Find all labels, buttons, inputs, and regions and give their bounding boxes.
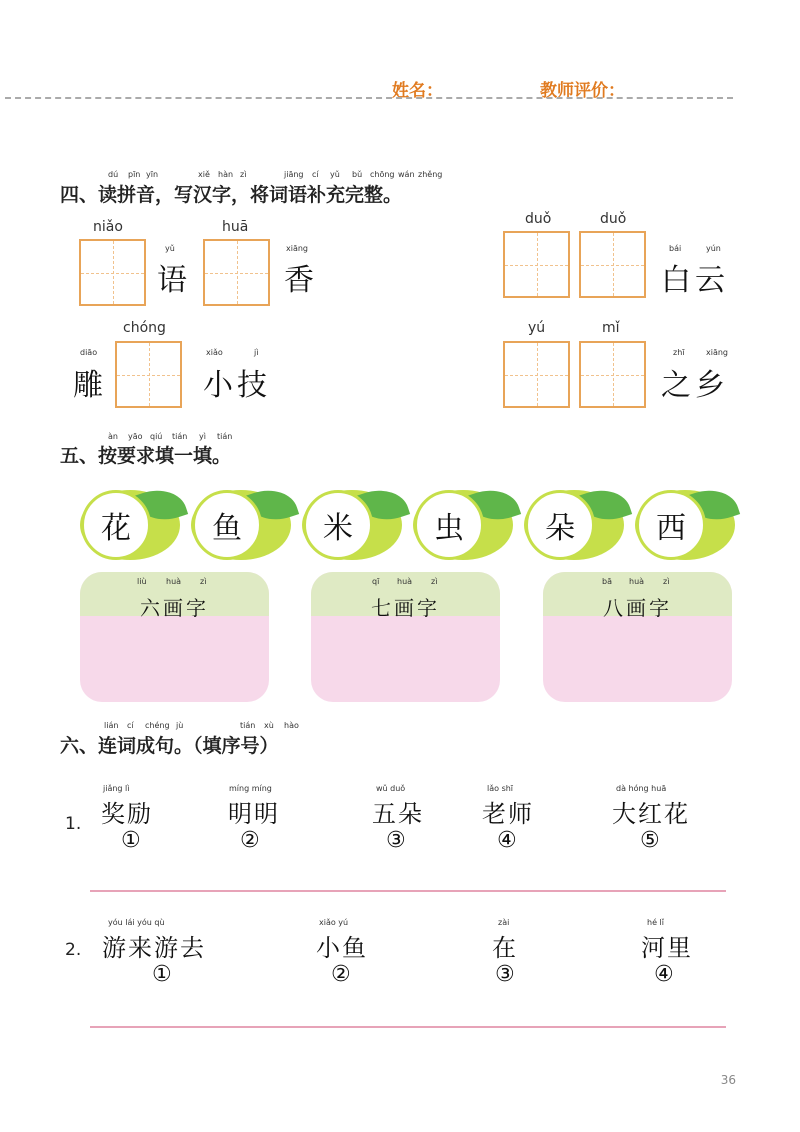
word-card: 在 <box>492 934 518 962</box>
writing-box[interactable] <box>503 341 570 408</box>
word-card: 老师 <box>482 800 534 828</box>
order-mark: ② <box>331 962 351 987</box>
character-circle: 朵 <box>525 490 595 560</box>
writing-box[interactable] <box>579 341 646 408</box>
header-divider <box>5 97 733 99</box>
box-title: 八画字 <box>603 596 672 620</box>
answer-line[interactable] <box>90 890 726 892</box>
answer-line[interactable] <box>90 1026 726 1028</box>
teacher-evaluation-label: 教师评价： <box>540 81 625 101</box>
word-card: 河里 <box>641 934 693 962</box>
order-mark: ④ <box>497 828 517 853</box>
question-number: 2. <box>65 940 82 960</box>
word-card: 五朵 <box>372 800 424 828</box>
character-circle: 西 <box>636 490 706 560</box>
order-mark: ① <box>121 828 141 853</box>
word-card: 游来游去 <box>102 934 206 962</box>
section-5-heading: 五、按要求填一填。 <box>60 445 232 467</box>
section-6-heading: 六、连词成句。（填序号） <box>60 735 279 757</box>
order-mark: ③ <box>495 962 515 987</box>
word-card: 小鱼 <box>316 934 368 962</box>
box-title: 七画字 <box>371 596 440 620</box>
character-circle: 花 <box>81 490 151 560</box>
page-number: 36 <box>720 1073 736 1087</box>
word-character: 语 <box>157 263 191 298</box>
order-mark: ② <box>240 828 260 853</box>
word-character: 香 <box>284 263 318 298</box>
eight-stroke-box[interactable]: bā huà zì 八画字 <box>543 572 732 702</box>
section-4-heading: 四、读拼音，写汉字，将词语补充完整。 <box>60 184 403 206</box>
heading-pinyin: dú <box>108 170 119 179</box>
writing-box[interactable] <box>203 239 270 306</box>
writing-box[interactable] <box>115 341 182 408</box>
order-mark: ③ <box>386 828 406 853</box>
name-label: 姓名： <box>392 81 443 101</box>
word-character: 之乡 <box>661 368 729 403</box>
seven-stroke-box[interactable]: qī huà zì 七画字 <box>311 572 500 702</box>
word-card: 奖励 <box>101 800 153 828</box>
character-circle: 虫 <box>414 490 484 560</box>
character-circle: 鱼 <box>192 490 262 560</box>
order-mark: ⑤ <box>640 828 660 853</box>
character-circle: 米 <box>303 490 373 560</box>
word-card: 大红花 <box>612 800 690 828</box>
order-mark: ① <box>152 962 172 987</box>
word-character: 小技 <box>203 368 271 403</box>
order-mark: ④ <box>654 962 674 987</box>
word-character: 雕 <box>73 368 107 403</box>
box-title: 六画字 <box>140 596 209 620</box>
word-card: 明明 <box>228 800 280 828</box>
writing-box[interactable] <box>503 231 570 298</box>
writing-box[interactable] <box>79 239 146 306</box>
question-number: 1. <box>65 814 82 834</box>
six-stroke-box[interactable]: liù huà zì 六画字 <box>80 572 269 702</box>
word-character: 白云 <box>661 263 729 298</box>
writing-box[interactable] <box>579 231 646 298</box>
